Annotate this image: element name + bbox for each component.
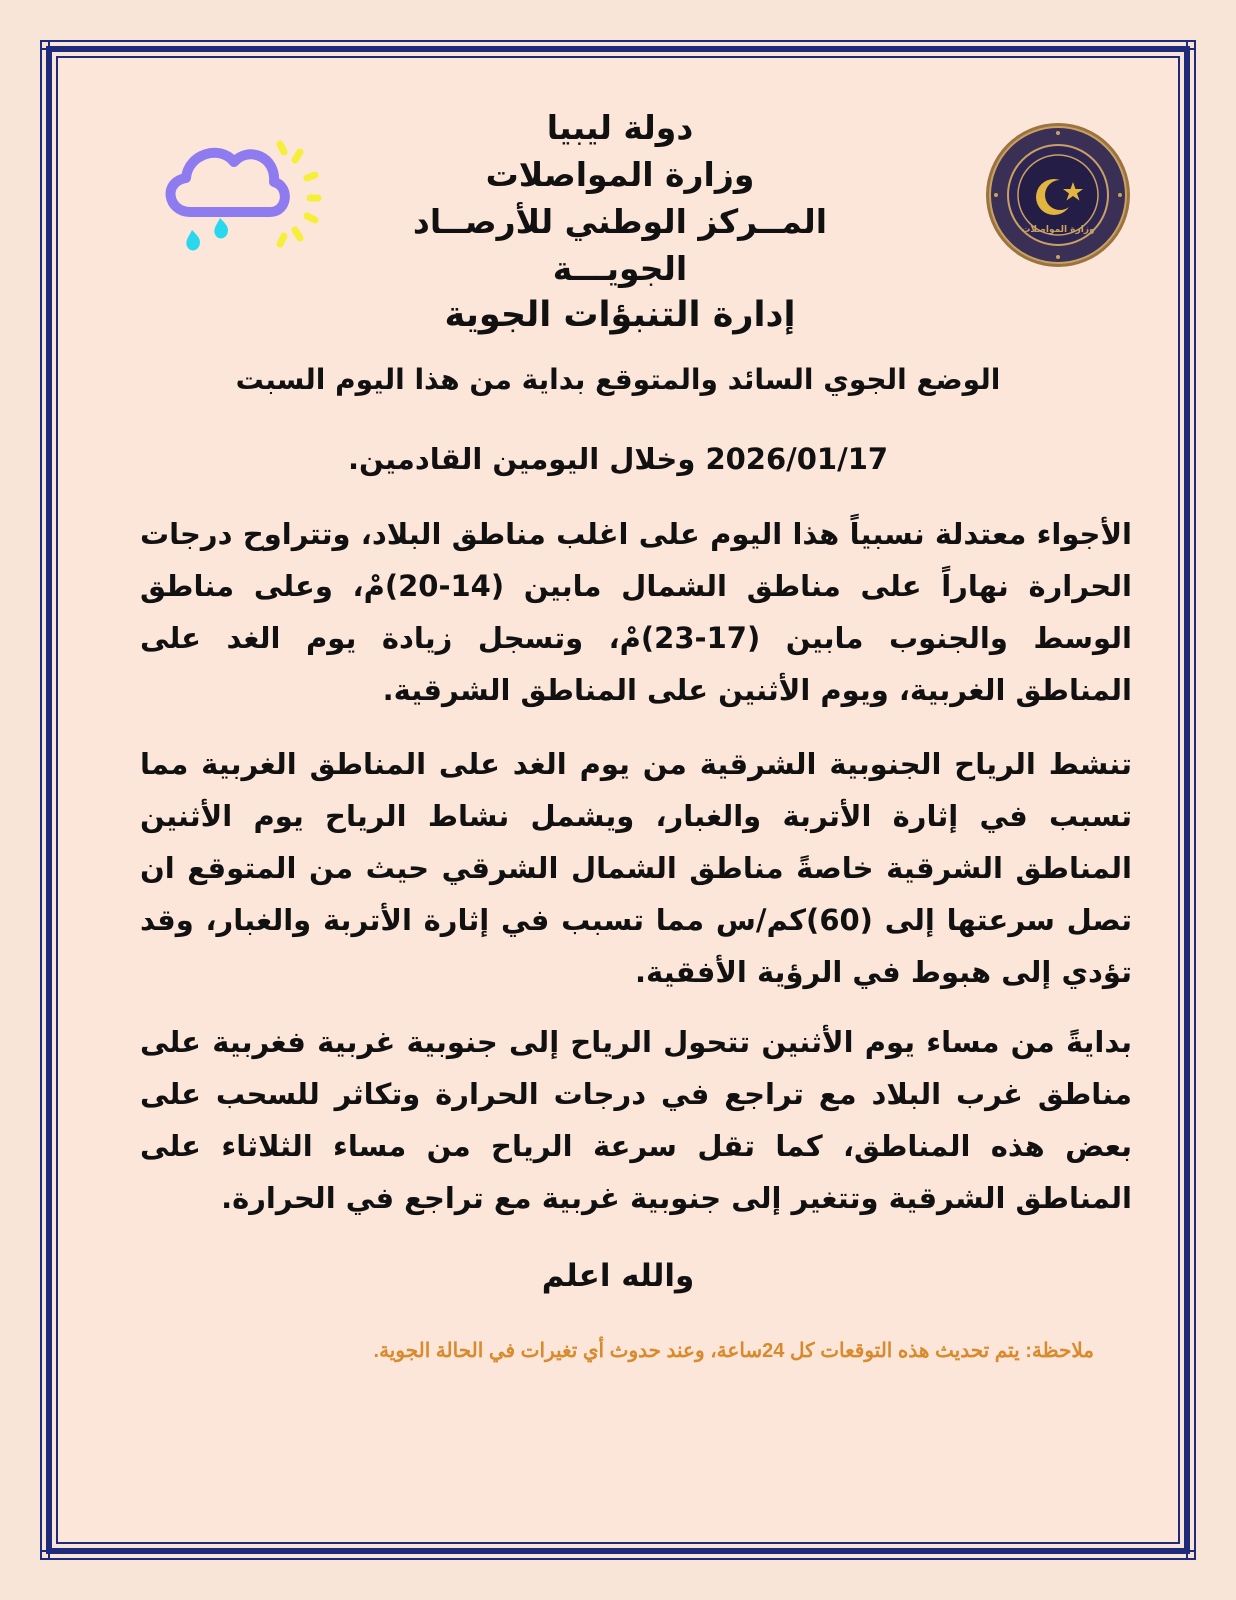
closing-phrase: والله اعلم — [541, 1258, 695, 1294]
bulletin-title: الوضع الجوي السائد والمتوقع بداية من هذا اليوم السبت — [235, 363, 1001, 396]
forecast-paragraph-outlook: بدايةً من مساء يوم الأثنين تتحول الرياح إلى جنوبية غربية فغربية على مناطق غرب البلاد مع تراجع في درجات الحرارة وتكاثر للسحب على بعض هذه المناطق، كما تقل سرعة الرياح من مساء الثلاثاء على المناطق الشرقية وتتغير إلى جنوبية غربية مع تراجع في الحرارة. — [140, 1025, 1132, 1215]
cloud-rain-sun-icon — [150, 130, 340, 260]
ministry-name: وزارة المواصلات — [485, 155, 755, 194]
center-name: المــركز الوطني للأرصــاد الجويـــة — [412, 202, 828, 288]
country-name: دولة ليبيا — [546, 108, 694, 147]
forecast-paragraph-winds: تنشط الرياح الجنوبية الشرقية من يوم الغد على المناطق الغربية مما تسبب في إثارة الأتربة والغبار، ويشمل نشاط الرياح يوم الأثنين المناطق الشرقية خاصةً مناطق الشمال الشرقي حيث من المتوقع ان تصل سرعتها إلى (60)كم/س مما تسبب في إثارة الأتربة والغبار، وقد تؤدي إلى هبوط في الرؤية الأفقية. — [140, 747, 1132, 989]
seal-text: وزارة المواصلات — [1021, 225, 1095, 235]
ministry-seal-icon — [983, 120, 1133, 270]
update-note: ملاحظة: يتم تحديث هذه التوقعات كل 24ساعة، وعند حدوث أي تغيرات في الحالة الجوية. — [373, 1340, 1094, 1362]
corner-ornament — [1186, 1550, 1196, 1560]
department-name: إدارة التنبؤات الجوية — [444, 295, 796, 335]
corner-ornament — [40, 40, 50, 50]
corner-ornament — [1186, 40, 1196, 50]
forecast-paragraph-temperature: الأجواء معتدلة نسبياً هذا اليوم على اغلب مناطق البلاد، وتتراوح درجات الحرارة نهاراً على مناطق الشمال مابين (14-20)مْ، وعلى مناطق الوسط والجنوب مابين (17-23)مْ، وتسجل زيادة يوم الغد على المناطق الغربية، ويوم الأثنين على المناطق الشرقية. — [140, 517, 1132, 707]
letterhead — [360, 104, 880, 339]
bulletin-date: 2026/01/17 وخلال اليومين القادمين. — [347, 442, 889, 476]
corner-ornament — [40, 1550, 50, 1560]
